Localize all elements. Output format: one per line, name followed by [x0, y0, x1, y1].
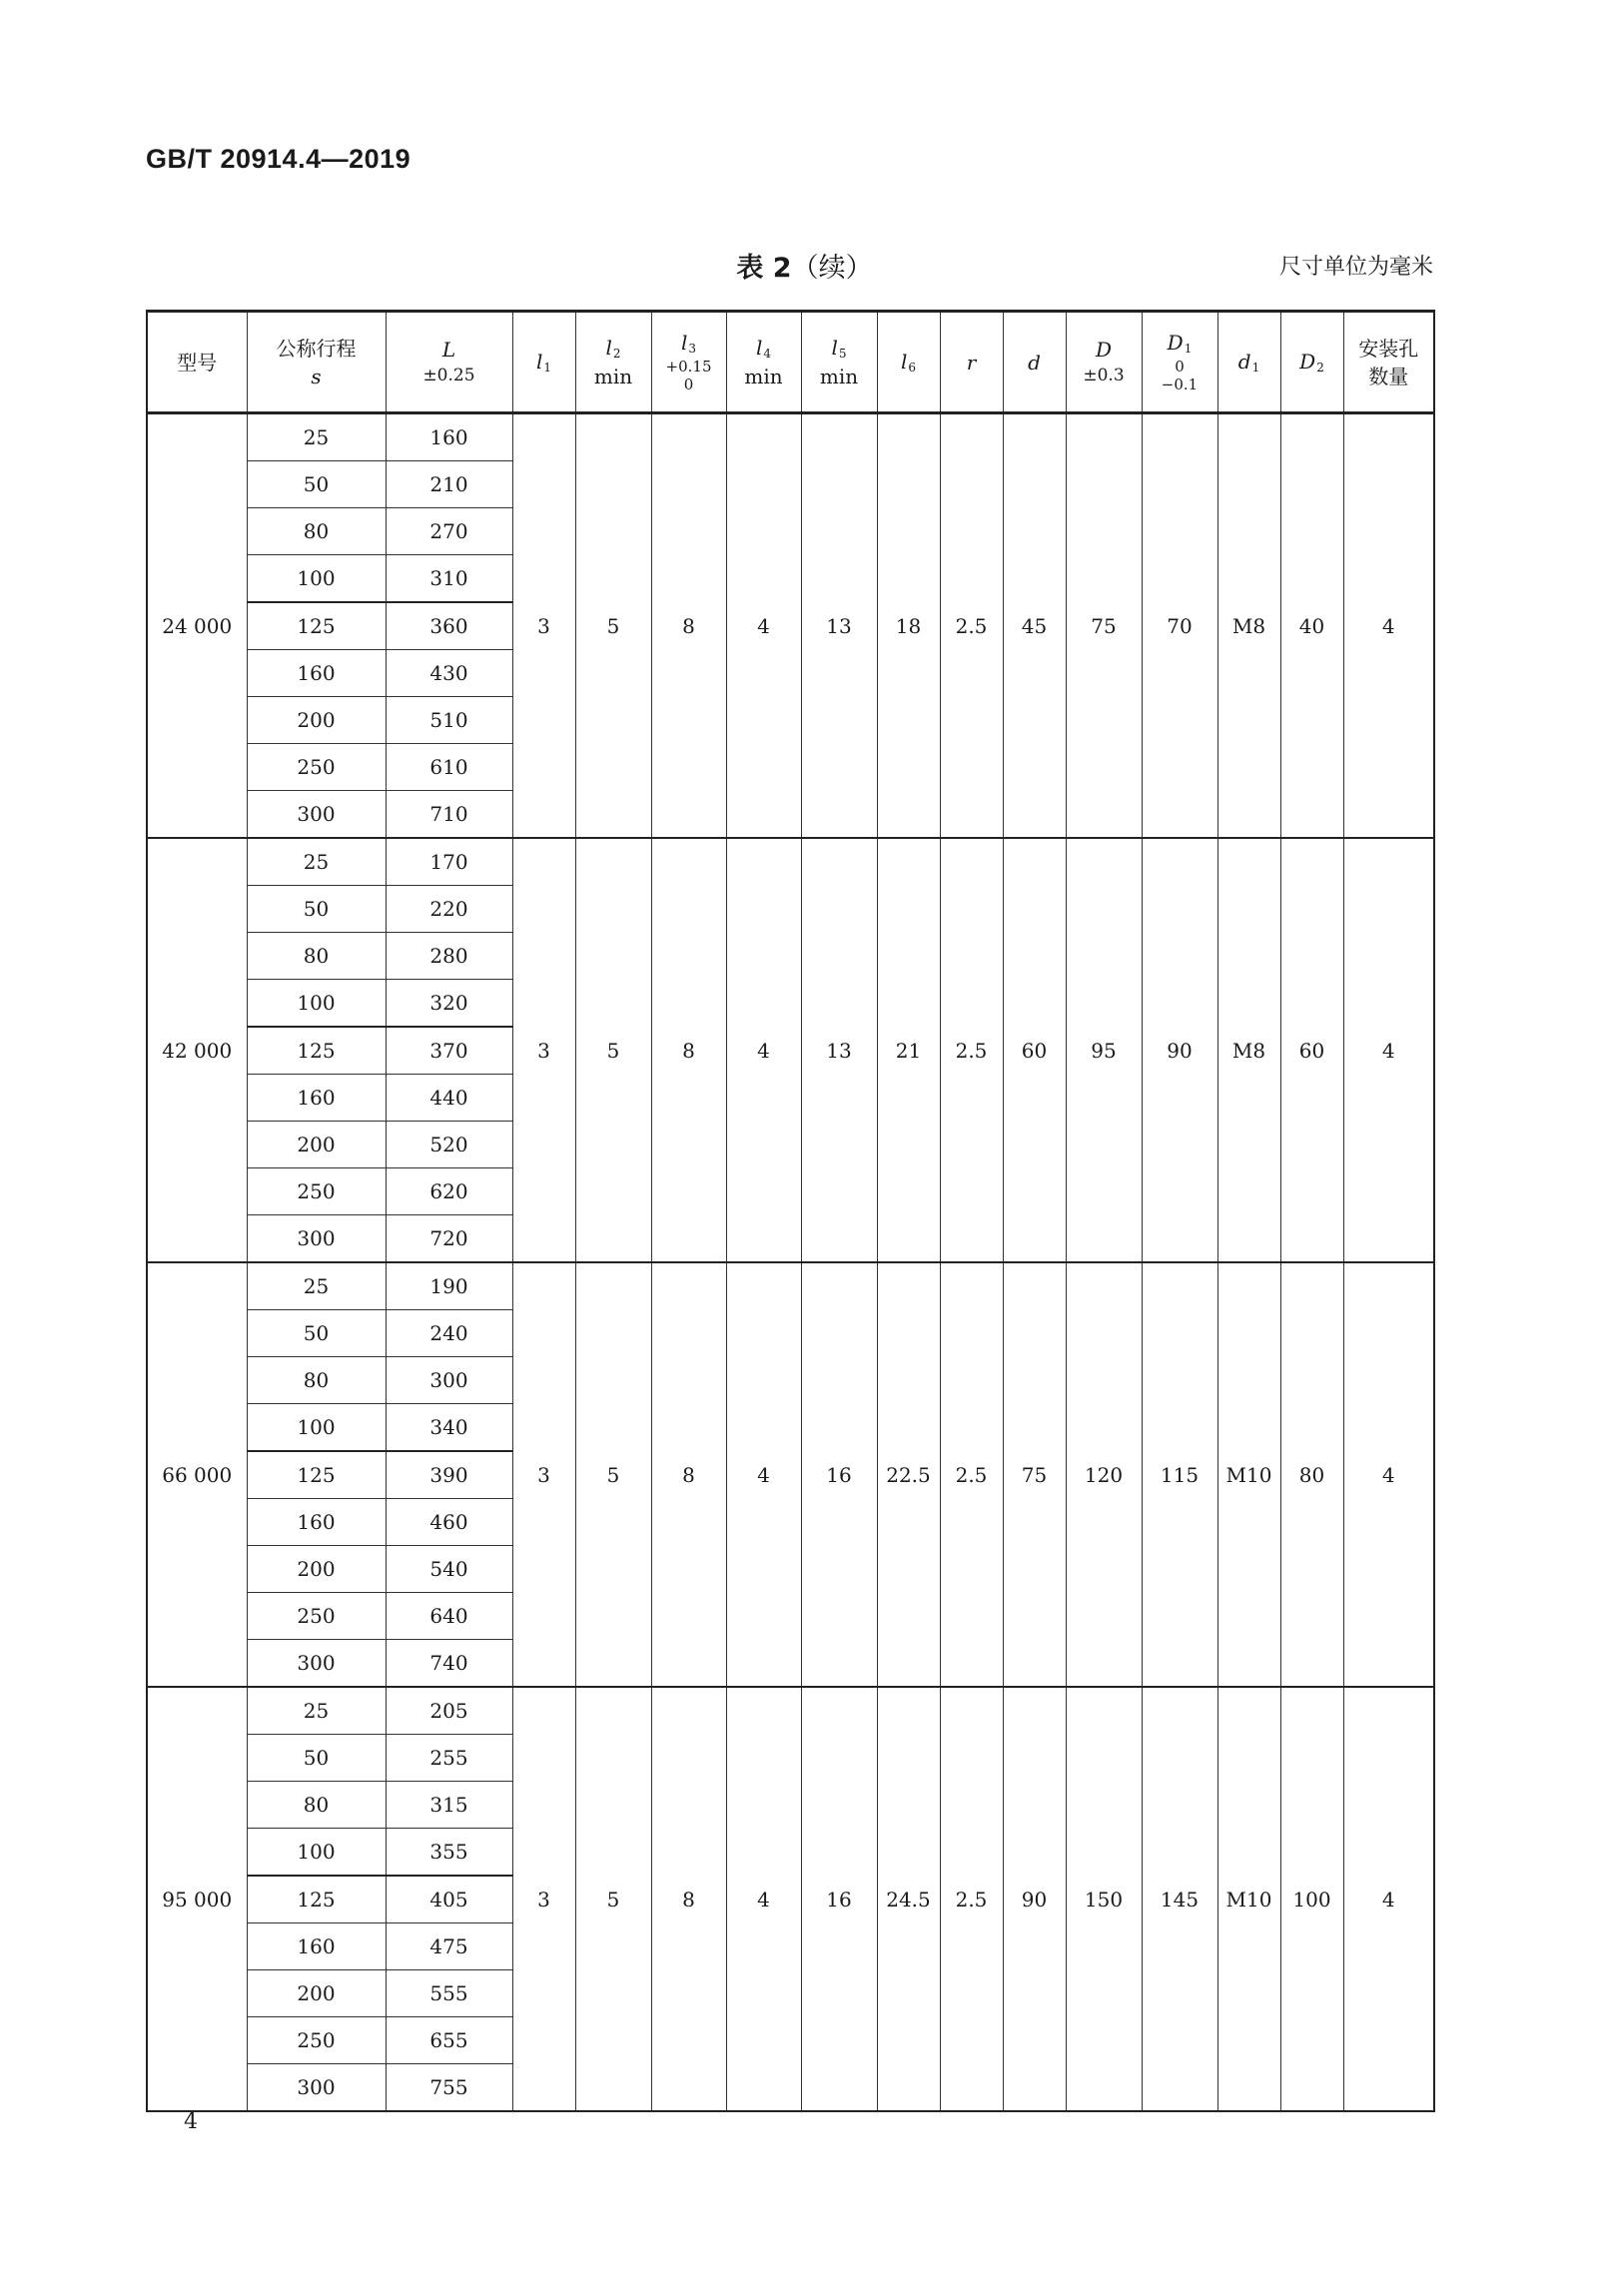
col-D2-subscript: 2	[1316, 360, 1324, 375]
l3-cell: 8	[651, 1687, 726, 2111]
d-cell: 90	[1003, 1687, 1066, 2111]
l2-cell: 5	[575, 1687, 651, 2111]
col-d1-symbol: d	[1237, 349, 1251, 374]
length-cell: 210	[386, 461, 512, 508]
l6-cell: 21	[877, 838, 940, 1262]
stroke-cell: 125	[247, 1027, 386, 1075]
stroke-cell: 80	[247, 1357, 386, 1404]
table-row	[147, 1687, 1434, 1735]
col-l6	[877, 312, 940, 413]
stroke-cell: 200	[247, 697, 386, 744]
l5-cell: 13	[801, 838, 877, 1262]
table-row	[147, 413, 1434, 461]
length-cell: 620	[386, 1168, 512, 1215]
length-cell: 755	[386, 2064, 512, 2112]
length-cell: 555	[386, 1970, 512, 2017]
length-cell: 440	[386, 1075, 512, 1122]
stroke-cell: 200	[247, 1970, 386, 2017]
col-l2-subscript: 2	[612, 346, 621, 361]
D2-cell: 60	[1280, 838, 1343, 1262]
length-cell: 520	[386, 1122, 512, 1168]
length-cell: 190	[386, 1262, 512, 1310]
length-cell: 510	[386, 697, 512, 744]
length-cell: 540	[386, 1546, 512, 1593]
stroke-cell: 25	[247, 1262, 386, 1310]
stroke-cell: 250	[247, 744, 386, 791]
l3-cell: 8	[651, 838, 726, 1262]
l6-cell: 22.5	[877, 1262, 940, 1687]
model-cell: 24 000	[147, 413, 247, 839]
col-d-symbol: d	[1028, 350, 1041, 375]
length-cell: 640	[386, 1593, 512, 1640]
col-l1	[512, 312, 575, 413]
stroke-cell: 300	[247, 1640, 386, 1688]
col-l3-subscript: 3	[688, 342, 697, 357]
r-cell: 2.5	[940, 413, 1003, 839]
D-cell: 95	[1066, 838, 1142, 1262]
model-cell: 42 000	[147, 838, 247, 1262]
col-l2	[575, 312, 651, 413]
col-l1-subscript: 1	[543, 360, 552, 375]
table-row	[147, 838, 1434, 886]
length-cell: 370	[386, 1027, 512, 1075]
D2-cell: 80	[1280, 1262, 1343, 1687]
col-d	[1003, 312, 1066, 413]
model-cell: 66 000	[147, 1262, 247, 1687]
stroke-cell: 160	[247, 1499, 386, 1546]
r-cell: 2.5	[940, 1262, 1003, 1687]
l5-cell: 13	[801, 413, 877, 839]
length-cell: 160	[386, 413, 512, 461]
col-l3-tol-upper: +0.15	[665, 357, 712, 376]
table-title-continued: （续）	[791, 253, 873, 284]
table-row	[147, 1262, 1434, 1310]
stroke-cell: 125	[247, 1876, 386, 1923]
D1-cell: 115	[1142, 1262, 1217, 1687]
length-cell: 740	[386, 1640, 512, 1688]
header-row	[147, 312, 1434, 413]
col-l4-symbol: l	[755, 335, 763, 360]
col-l2-note: min	[593, 365, 633, 389]
holes-cell: 4	[1343, 838, 1434, 1262]
col-d1	[1217, 312, 1280, 413]
stroke-cell: 160	[247, 1923, 386, 1970]
col-model: 型号	[147, 312, 247, 413]
l6-cell: 18	[877, 413, 940, 839]
col-l5	[801, 312, 877, 413]
length-cell: 460	[386, 1499, 512, 1546]
col-L-tolerance: ±0.25	[422, 366, 475, 386]
stroke-cell: 250	[247, 1168, 386, 1215]
col-l3	[651, 312, 726, 413]
col-r	[940, 312, 1003, 413]
length-cell: 710	[386, 791, 512, 839]
col-D1-tol-upper: 0	[1175, 357, 1185, 376]
l1-cell: 3	[512, 838, 575, 1262]
stroke-cell: 125	[247, 1451, 386, 1499]
col-D1-symbol: D	[1167, 331, 1184, 356]
d1-cell: M8	[1217, 413, 1280, 839]
l4-cell: 4	[726, 1262, 801, 1687]
length-cell: 430	[386, 650, 512, 697]
length-cell: 280	[386, 933, 512, 980]
stroke-cell: 300	[247, 1215, 386, 1263]
length-cell: 655	[386, 2017, 512, 2064]
length-cell: 315	[386, 1782, 512, 1829]
model-cell: 95 000	[147, 1687, 247, 2111]
d-cell: 45	[1003, 413, 1066, 839]
stroke-cell: 80	[247, 508, 386, 555]
d1-cell: M8	[1217, 838, 1280, 1262]
length-cell: 475	[386, 1923, 512, 1970]
stroke-cell: 50	[247, 886, 386, 933]
length-cell: 270	[386, 508, 512, 555]
d1-cell: M10	[1217, 1687, 1280, 2111]
stroke-cell: 50	[247, 1735, 386, 1782]
col-D	[1066, 312, 1142, 413]
stroke-cell: 100	[247, 1404, 386, 1452]
col-l4-note: min	[744, 365, 783, 389]
length-cell: 240	[386, 1310, 512, 1357]
D1-cell: 90	[1142, 838, 1217, 1262]
l1-cell: 3	[512, 1687, 575, 2111]
length-cell: 720	[386, 1215, 512, 1263]
l2-cell: 5	[575, 413, 651, 839]
stroke-cell: 200	[247, 1546, 386, 1593]
l5-cell: 16	[801, 1262, 877, 1687]
l3-cell: 8	[651, 1262, 726, 1687]
col-D2-symbol: D	[1299, 349, 1316, 374]
table-body	[147, 413, 1434, 2112]
stroke-cell: 25	[247, 413, 386, 461]
l4-cell: 4	[726, 413, 801, 839]
stroke-cell: 100	[247, 980, 386, 1028]
l4-cell: 4	[726, 838, 801, 1262]
unit-note: 尺寸单位为毫米	[1278, 255, 1433, 280]
length-cell: 255	[386, 1735, 512, 1782]
col-l1-symbol: l	[535, 349, 543, 374]
r-cell: 2.5	[940, 1687, 1003, 2111]
col-L	[386, 312, 512, 413]
col-d1-subscript: 1	[1251, 360, 1260, 375]
l4-cell: 4	[726, 1687, 801, 2111]
l1-cell: 3	[512, 413, 575, 839]
length-cell: 220	[386, 886, 512, 933]
stroke-cell: 125	[247, 602, 386, 650]
col-mounting-holes	[1343, 312, 1434, 413]
col-stroke-symbol: s	[311, 364, 322, 388]
holes-cell: 4	[1343, 413, 1434, 839]
length-cell: 170	[386, 838, 512, 886]
d-cell: 60	[1003, 838, 1066, 1262]
l2-cell: 5	[575, 1262, 651, 1687]
length-cell: 300	[386, 1357, 512, 1404]
length-cell: 205	[386, 1687, 512, 1735]
col-l5-symbol: l	[831, 335, 838, 360]
col-D1-subscript: 1	[1184, 342, 1193, 357]
r-cell: 2.5	[940, 838, 1003, 1262]
col-r-symbol: r	[966, 350, 977, 375]
col-D1	[1142, 312, 1217, 413]
col-l3-tol-lower: 0	[683, 376, 694, 394]
stroke-cell: 80	[247, 1782, 386, 1829]
col-D-symbol: D	[1095, 338, 1113, 363]
document-code: GB/T 20914.4—2019	[146, 144, 411, 174]
stroke-cell: 300	[247, 2064, 386, 2112]
D1-cell: 70	[1142, 413, 1217, 839]
stroke-cell: 300	[247, 791, 386, 839]
holes-cell: 4	[1343, 1262, 1434, 1687]
col-D-tolerance: ±0.3	[1083, 366, 1125, 386]
D-cell: 120	[1066, 1262, 1142, 1687]
stroke-cell: 200	[247, 1122, 386, 1168]
length-cell: 310	[386, 555, 512, 603]
col-L-symbol: L	[441, 338, 456, 363]
stroke-cell: 80	[247, 933, 386, 980]
D2-cell: 40	[1280, 413, 1343, 839]
col-l4	[726, 312, 801, 413]
stroke-cell: 25	[247, 838, 386, 886]
stroke-cell: 50	[247, 1310, 386, 1357]
D-cell: 150	[1066, 1687, 1142, 2111]
dimension-table	[146, 310, 1435, 2112]
col-stroke-label: 公称行程	[276, 336, 357, 361]
length-cell: 340	[386, 1404, 512, 1452]
col-l5-subscript: 5	[838, 346, 847, 361]
table-title-number: 表 2	[736, 253, 792, 284]
D1-cell: 145	[1142, 1687, 1217, 2111]
col-D2	[1280, 312, 1343, 413]
stroke-cell: 160	[247, 650, 386, 697]
D-cell: 75	[1066, 413, 1142, 839]
l3-cell: 8	[651, 413, 726, 839]
col-l4-subscript: 4	[763, 346, 772, 361]
length-cell: 405	[386, 1876, 512, 1923]
d-cell: 75	[1003, 1262, 1066, 1687]
length-cell: 320	[386, 980, 512, 1028]
stroke-cell: 100	[247, 1829, 386, 1877]
length-cell: 360	[386, 602, 512, 650]
col-l2-symbol: l	[605, 335, 612, 360]
page-number: 4	[184, 2109, 198, 2134]
length-cell: 610	[386, 744, 512, 791]
col-stroke	[247, 312, 386, 413]
col-l6-symbol: l	[900, 349, 908, 374]
l5-cell: 16	[801, 1687, 877, 2111]
l6-cell: 24.5	[877, 1687, 940, 2111]
col-l3-symbol: l	[680, 331, 688, 356]
l1-cell: 3	[512, 1262, 575, 1687]
col-D1-tol-lower: −0.1	[1161, 376, 1199, 394]
length-cell: 355	[386, 1829, 512, 1877]
stroke-cell: 250	[247, 2017, 386, 2064]
col-l6-subscript: 6	[908, 360, 917, 375]
col-l5-note: min	[819, 365, 859, 389]
length-cell: 390	[386, 1451, 512, 1499]
col-holes-line2: 数量	[1368, 364, 1409, 388]
stroke-cell: 50	[247, 461, 386, 508]
col-holes-line1: 安装孔	[1358, 336, 1419, 361]
holes-cell: 4	[1343, 1687, 1434, 2111]
stroke-cell: 100	[247, 555, 386, 603]
stroke-cell: 25	[247, 1687, 386, 1735]
l2-cell: 5	[575, 838, 651, 1262]
D2-cell: 100	[1280, 1687, 1343, 2111]
d1-cell: M10	[1217, 1262, 1280, 1687]
stroke-cell: 250	[247, 1593, 386, 1640]
stroke-cell: 160	[247, 1075, 386, 1122]
